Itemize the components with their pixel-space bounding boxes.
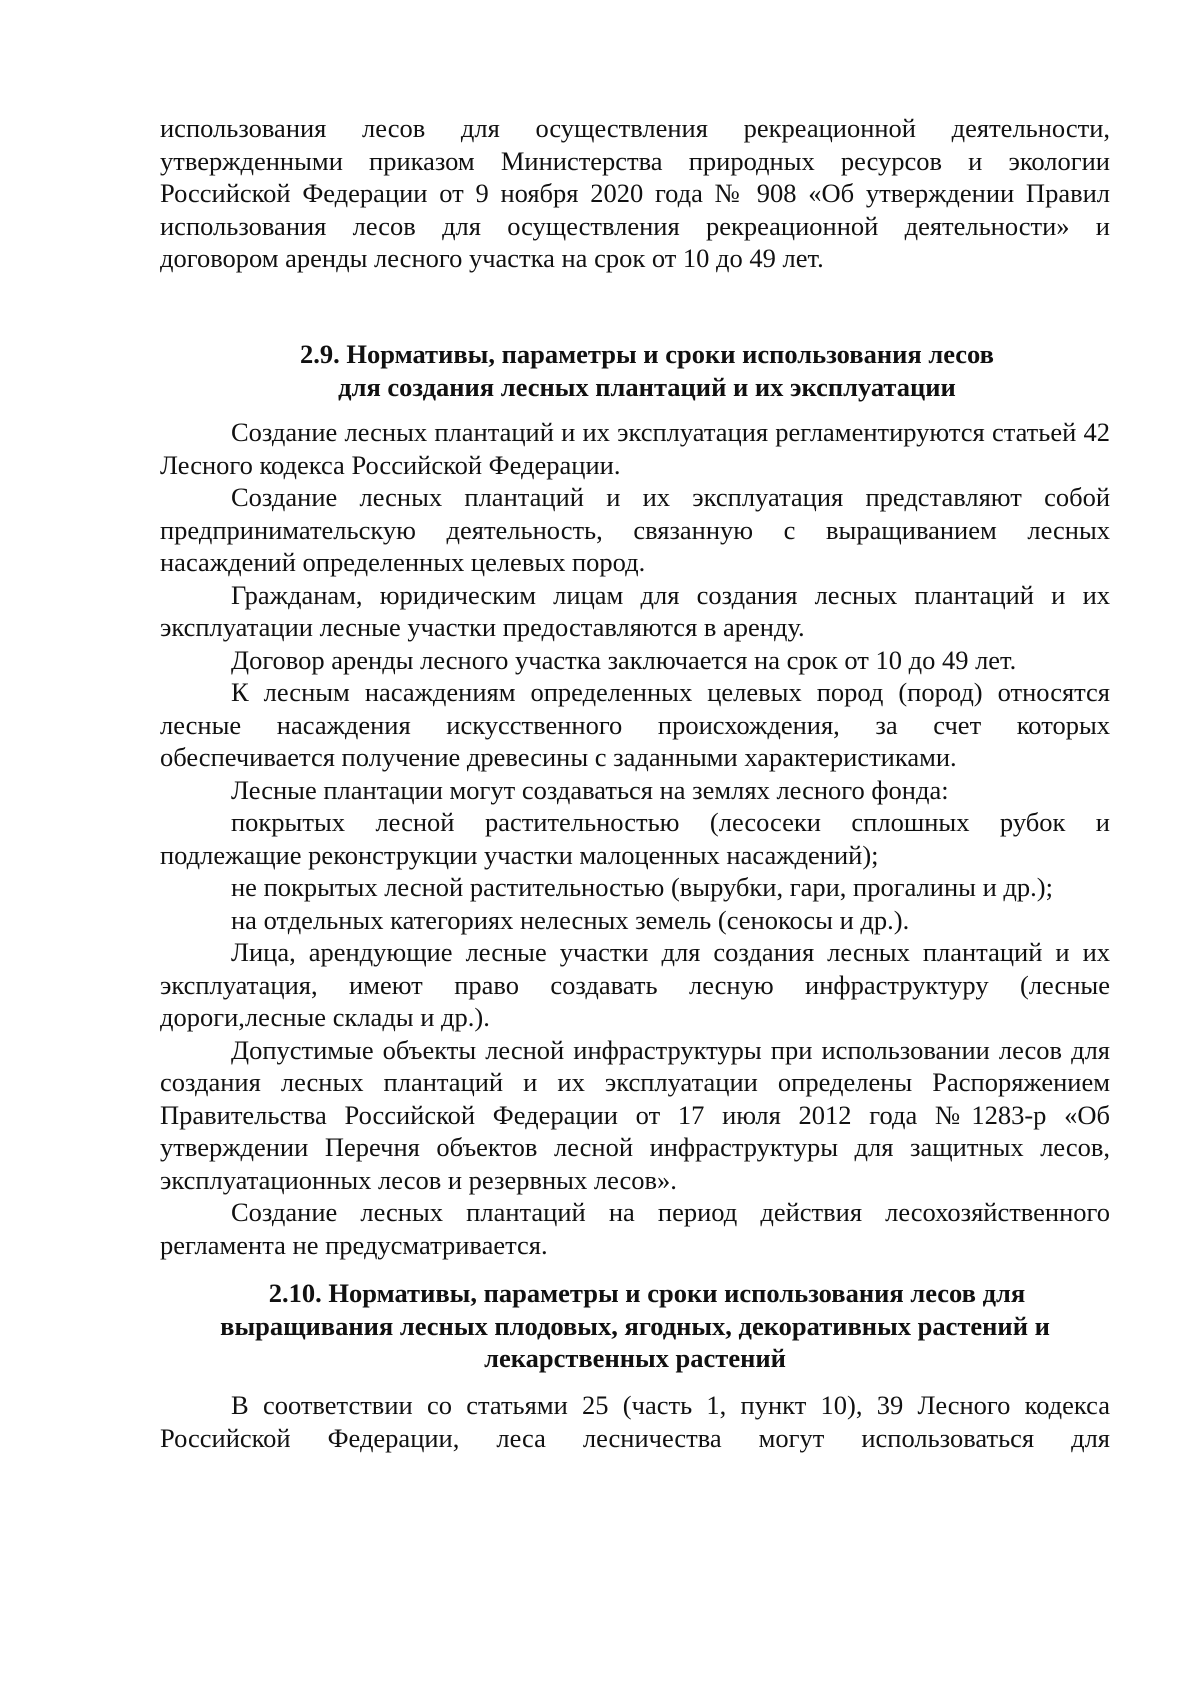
section-2-9-paragraph: Лесные плантации могут создаваться на землях лесного фонда: — [231, 774, 949, 805]
intro-block — [160, 112, 1110, 275]
section-2-9-paragraph: покрытых лесной растительностью (лесосеки сплошных рубок и подлежащие реконструкции участки малоценных насаждений); — [160, 807, 1110, 870]
section-2-9-paragraph: не покрытых лесной растительностью (вырубки, гари, прогалины и др.); — [231, 872, 1053, 902]
section-2-9-paragraph: Договор аренды лесного участка заключается на срок от 10 до 49 лет. — [231, 644, 1017, 675]
section-2-9-paragraph: Создание лесных плантаций и их эксплуатация представляют собой предпринимательскую деятельность, связанную с выращиванием лесных насаждений определенных целевых пород. — [160, 482, 1110, 577]
section-2-9-body — [160, 416, 1110, 1261]
section-2-9-heading-block — [160, 338, 1110, 403]
section-2-10-heading-line: 2.10. Нормативы, параметры и сроки использования лесов для — [268, 1278, 1026, 1308]
section-2-10-heading-line: лекарственных растений — [484, 1343, 786, 1373]
section-2-9-paragraph: Гражданам, юридическим лицам для создания лесных плантаций и их эксплуатации лесные участки предоставляются в аренду. — [160, 579, 1110, 642]
section-2-9-paragraph: К лесным насаждениям определенных целевых пород (пород) относятся лесные насаждения искусственного происхождения, за счет которых обеспечивается получение древесины с заданными характеристиками. — [160, 677, 1110, 772]
section-2-9-paragraph: Создание лесных плантаций и их эксплуатация регламентируются статьей 42 Лесного кодекса Российской Федерации. — [160, 417, 1110, 480]
intro-paragraph: использования лесов для осуществления рекреационной деятельности, утвержденными приказом Министерства природных ресурсов и экологии Российской Федерации от 9 ноября 2020 года № 908 «Об утверждении Правил использования лесов для осуществления рекреационной деятельности» и договором аренды лесного участка на срок от 10 до 49 лет. — [160, 113, 1110, 273]
section-2-9-paragraph: Создание лесных плантаций на период действия лесохозяйственного регламента не предусматривается. — [160, 1197, 1110, 1260]
section-2-10-paragraph: В соответствии со статьями 25 (часть 1, пункт 10), 39 Лесного кодекса Российской Федерации, леса лесничества могут использоваться для — [160, 1390, 1110, 1453]
section-2-10-heading-line: выращивания лесных плодовых, ягодных, декоративных растений и — [220, 1310, 1050, 1341]
section-2-9-paragraph: Допустимые объекты лесной инфраструктуры при использовании лесов для создания лесных плантаций и их эксплуатации определены Распоряжением Правительства Российской Федерации от 17 июля 2012 года №1283-р «Об утверждении Перечня объектов лесной инфраструктуры для защитных лесов, эксплуатационных лесов и резервных лесов». — [160, 1034, 1110, 1195]
section-2-9-paragraph: на отдельных категориях нелесных земель (сенокосы и др.). — [231, 904, 910, 935]
section-2-10-body — [160, 1389, 1110, 1454]
section-2-9-heading-line: 2.9. Нормативы, параметры и сроки использования лесов — [300, 339, 994, 369]
section-2-9-heading-line: для создания лесных плантаций и их эксплуатации — [338, 371, 956, 402]
section-2-10-heading-block — [160, 1277, 1110, 1375]
section-2-9-paragraph: Лица, арендующие лесные участки для создания лесных плантаций и их эксплуатация, имеют право создавать лесную инфраструктуру (лесные дороги,лесные склады и др.). — [160, 937, 1110, 1032]
section-2-9-heading — [160, 338, 1110, 403]
section-2-10-heading — [160, 1277, 1110, 1375]
